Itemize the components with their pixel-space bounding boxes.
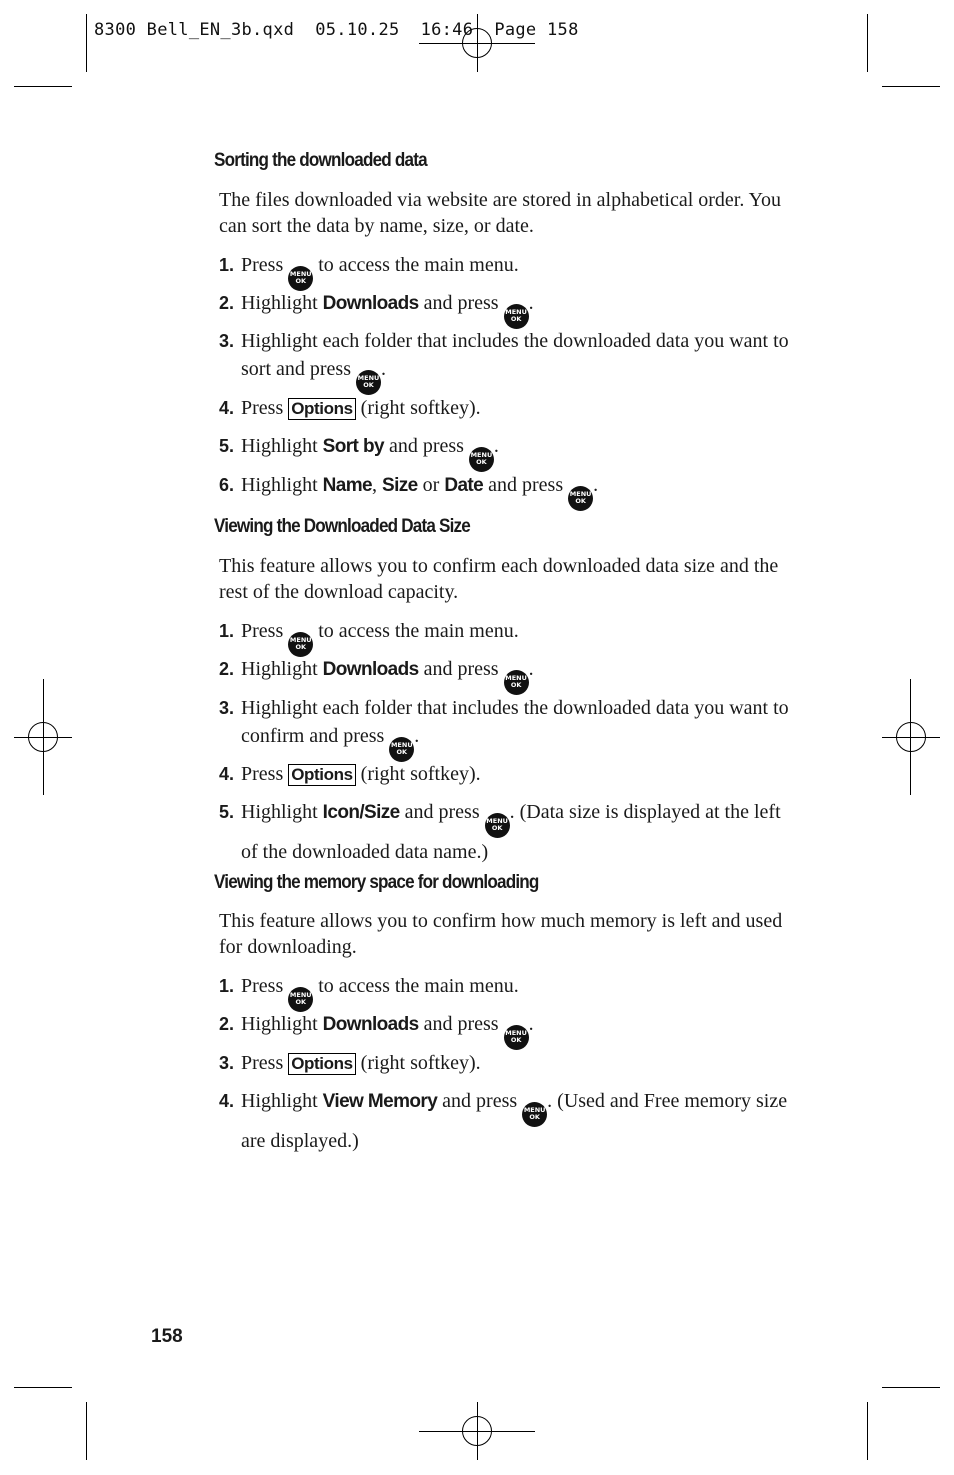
step-item — [219, 1049, 799, 1077]
menu-keyword: Downloads — [322, 659, 419, 680]
step-item — [219, 972, 799, 1012]
step-text: . — [528, 658, 534, 680]
section-intro: The files downloaded via website are stored in alphabetical order. You can sort the data by name, size, or date. — [219, 189, 782, 237]
step-text: (right softkey). — [360, 397, 481, 419]
options-softkey-label: Options — [288, 398, 355, 420]
menu-keyword: Sort by — [322, 436, 384, 457]
step-number: 4. — [219, 1091, 235, 1111]
menu-ok-key-icon: MENU OK — [288, 632, 313, 657]
step-item — [219, 289, 799, 329]
menu-keyword: Icon/Size — [322, 802, 400, 823]
step-item — [219, 617, 799, 657]
crop-mark — [882, 86, 940, 87]
section-heading: Viewing the Downloaded Data Size — [214, 516, 470, 537]
step-item — [219, 1087, 799, 1155]
menu-ok-key-icon: MENU OK — [288, 987, 313, 1012]
step-number: 2. — [219, 1014, 235, 1034]
step-text: Highlight — [241, 1090, 318, 1112]
step-text: and press — [442, 1090, 518, 1112]
step-text: Press — [241, 397, 284, 419]
options-softkey-label: Options — [288, 764, 355, 786]
section-intro: This feature allows you to confirm how much memory is left and used for downloading. — [219, 910, 783, 958]
step-text: Press — [241, 763, 284, 785]
step-item — [219, 655, 799, 695]
step-text: Highlight — [241, 801, 318, 823]
registration-mark-line — [14, 737, 72, 738]
step-item — [219, 760, 799, 788]
step-number: 3. — [219, 331, 235, 351]
step-number: 1. — [219, 255, 235, 275]
step-text: Highlight — [241, 435, 318, 457]
step-item — [219, 1010, 799, 1050]
step-text: Highlight — [241, 474, 318, 496]
section-heading: Viewing the memory space for downloading — [214, 872, 539, 893]
menu-ok-key-icon: MENU OK — [504, 304, 529, 329]
menu-ok-key-icon: MENU OK — [389, 737, 414, 762]
step-number: 2. — [219, 293, 235, 313]
crop-mark — [86, 14, 87, 72]
crop-mark — [882, 1387, 940, 1388]
step-text: (right softkey). — [360, 763, 481, 785]
section-heading: Sorting the downloaded data — [214, 150, 427, 171]
step-text: to access the main menu. — [318, 620, 519, 642]
step-text: Press — [241, 975, 284, 997]
step-text: Press — [241, 1052, 284, 1074]
crop-mark — [867, 14, 868, 72]
page-number: 158 — [151, 1326, 183, 1347]
step-text: to access the main menu. — [318, 975, 519, 997]
menu-keyword: View Memory — [322, 1091, 438, 1112]
step-text: . — [528, 1013, 534, 1035]
step-text: . — [414, 725, 420, 747]
registration-mark-line — [477, 1402, 478, 1460]
registration-mark-line — [882, 737, 940, 738]
menu-ok-key-icon: MENU OK — [469, 447, 494, 472]
step-item — [219, 694, 799, 762]
step-text: . — [380, 358, 386, 380]
menu-keyword: Downloads — [322, 1014, 419, 1035]
step-text: . (Used and Free memory size are displayed.) — [241, 1090, 788, 1152]
options-softkey-label: Options — [288, 1053, 355, 1075]
step-text: and press — [423, 658, 499, 680]
step-number: 1. — [219, 621, 235, 641]
menu-ok-key-icon: MENU OK — [485, 813, 510, 838]
step-number: 5. — [219, 802, 235, 822]
menu-ok-key-icon: MENU OK — [522, 1102, 547, 1127]
step-text: . — [593, 474, 599, 496]
step-number: 2. — [219, 659, 235, 679]
step-item — [219, 327, 799, 395]
menu-keyword: Name — [322, 475, 373, 496]
step-item — [219, 798, 799, 866]
step-text: Press — [241, 254, 284, 276]
menu-ok-key-icon: MENU OK — [568, 486, 593, 511]
step-text: and press — [404, 801, 480, 823]
step-text: , — [372, 474, 378, 496]
slug-line: 8300 Bell_EN_3b.qxd 05.10.25 16:46 Page 158 — [94, 20, 579, 40]
crop-mark — [14, 1387, 72, 1388]
step-number: 4. — [219, 764, 235, 784]
menu-keyword: Date — [444, 475, 484, 496]
step-text: to access the main menu. — [318, 254, 519, 276]
step-text: Highlight each folder that includes the downloaded data you want to sort and press — [241, 330, 789, 380]
menu-keyword: Size — [382, 475, 418, 496]
step-item — [219, 432, 799, 472]
step-item — [219, 251, 799, 291]
step-text: Highlight — [241, 658, 318, 680]
step-text: Highlight — [241, 1013, 318, 1035]
step-item — [219, 471, 799, 511]
step-text: or — [422, 474, 440, 496]
step-text: . — [528, 292, 534, 314]
crop-mark — [867, 1402, 868, 1460]
step-text: and press — [488, 474, 564, 496]
menu-ok-key-icon: MENU OK — [288, 266, 313, 291]
crop-mark — [86, 1402, 87, 1460]
step-number: 6. — [219, 475, 235, 495]
step-text: and press — [388, 435, 464, 457]
menu-ok-key-icon: MENU OK — [504, 1025, 529, 1050]
step-text: (right softkey). — [360, 1052, 481, 1074]
step-text: Highlight each folder that includes the downloaded data you want to confirm and press — [241, 697, 789, 747]
menu-ok-key-icon: MENU OK — [356, 370, 381, 395]
menu-keyword: Downloads — [322, 293, 419, 314]
step-text: Highlight — [241, 292, 318, 314]
step-number: 3. — [219, 698, 235, 718]
crop-mark — [14, 86, 72, 87]
step-number: 4. — [219, 398, 235, 418]
step-number: 5. — [219, 436, 235, 456]
step-number: 3. — [219, 1053, 235, 1073]
step-number: 1. — [219, 976, 235, 996]
step-text: and press — [423, 292, 499, 314]
step-text: . (Data size is displayed at the left of the downloaded data name.) — [241, 801, 781, 863]
step-item — [219, 394, 799, 422]
step-text: Press — [241, 620, 284, 642]
section-intro: This feature allows you to confirm each downloaded data size and the rest of the download capacity. — [219, 555, 779, 603]
menu-ok-key-icon: MENU OK — [504, 670, 529, 695]
step-text: and press — [423, 1013, 499, 1035]
step-text: . — [493, 435, 499, 457]
